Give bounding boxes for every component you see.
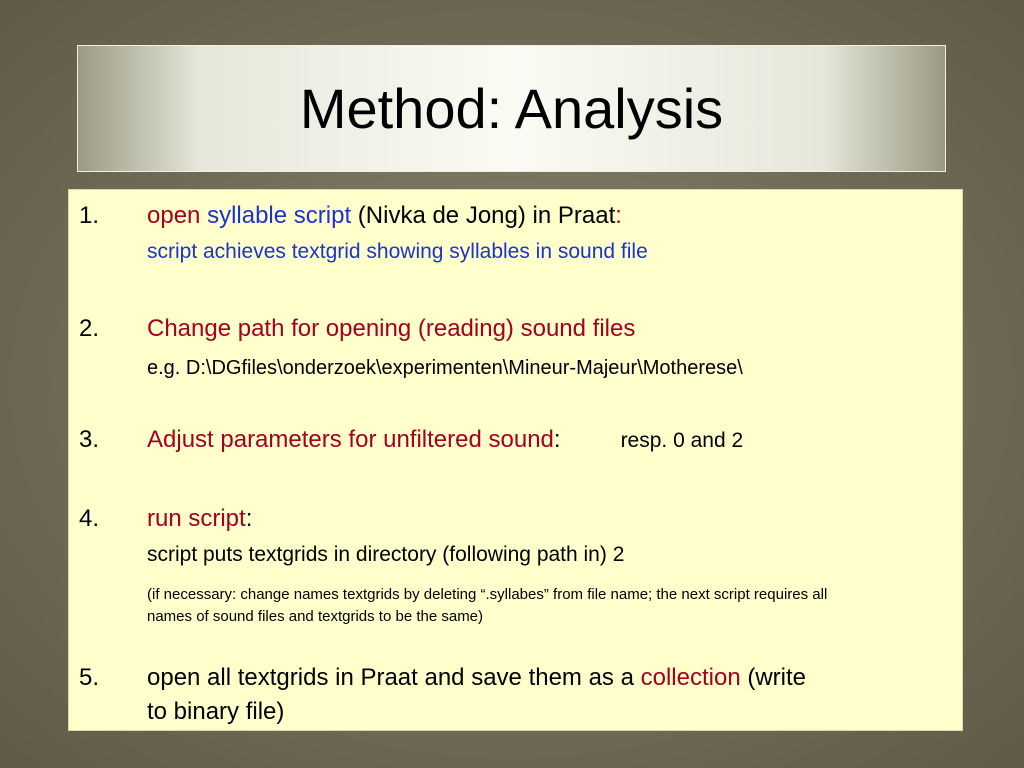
item-1-open: open (147, 202, 201, 229)
title-box (77, 45, 946, 172)
item-1-colon: : (615, 202, 622, 229)
item-5-line1 (147, 664, 806, 692)
item-2-line2: e.g. D:\DGfiles\onderzoek\experimenten\Mineur-Majeur\Motherese\ (147, 357, 743, 379)
item-5-line2: to binary file) (147, 698, 285, 725)
item-4-line2: script puts textgrids in directory (following path in) 2 (147, 543, 625, 566)
item-3-number: 3. (79, 426, 100, 453)
item-1-line1 (147, 202, 622, 230)
slide-title: Method: Analysis (299, 77, 724, 140)
item-1-number: 1. (79, 202, 100, 229)
item-4-number: 4. (79, 505, 100, 532)
item-4-colon: : (245, 505, 253, 532)
item-3-resp: resp. 0 and 2 (620, 429, 744, 452)
item-4-note-line1: (if necessary: change names textgrids by deleting “.syllabes” from file name; the next script requires all (147, 586, 828, 603)
item-1-rest: (Nivka de Jong) in Praat (357, 202, 616, 229)
item-2-number: 2. (79, 315, 100, 342)
item-3-label: Adjust parameters for unfiltered sound (147, 426, 554, 453)
item-3-colon: : (553, 426, 561, 453)
item-5-collection: collection (640, 664, 741, 691)
item-5-number: 5. (79, 664, 100, 691)
item-3-line1 (147, 426, 743, 454)
item-4-note-line2: names of sound files and textgrids to be the same) (147, 608, 484, 625)
item-4-line1 (147, 505, 252, 533)
item-1-syllable-script: syllable script (207, 202, 352, 229)
item-5-text-a: open all textgrids in Praat and save them as a (147, 664, 641, 691)
item-1-line2: script achieves textgrid showing syllables in sound file (147, 240, 648, 263)
content-box (68, 189, 963, 731)
item-5-text-b: (write (740, 664, 807, 691)
item-2-line1: Change path for opening (reading) sound files (147, 315, 636, 342)
item-4-label: run script (147, 505, 246, 532)
